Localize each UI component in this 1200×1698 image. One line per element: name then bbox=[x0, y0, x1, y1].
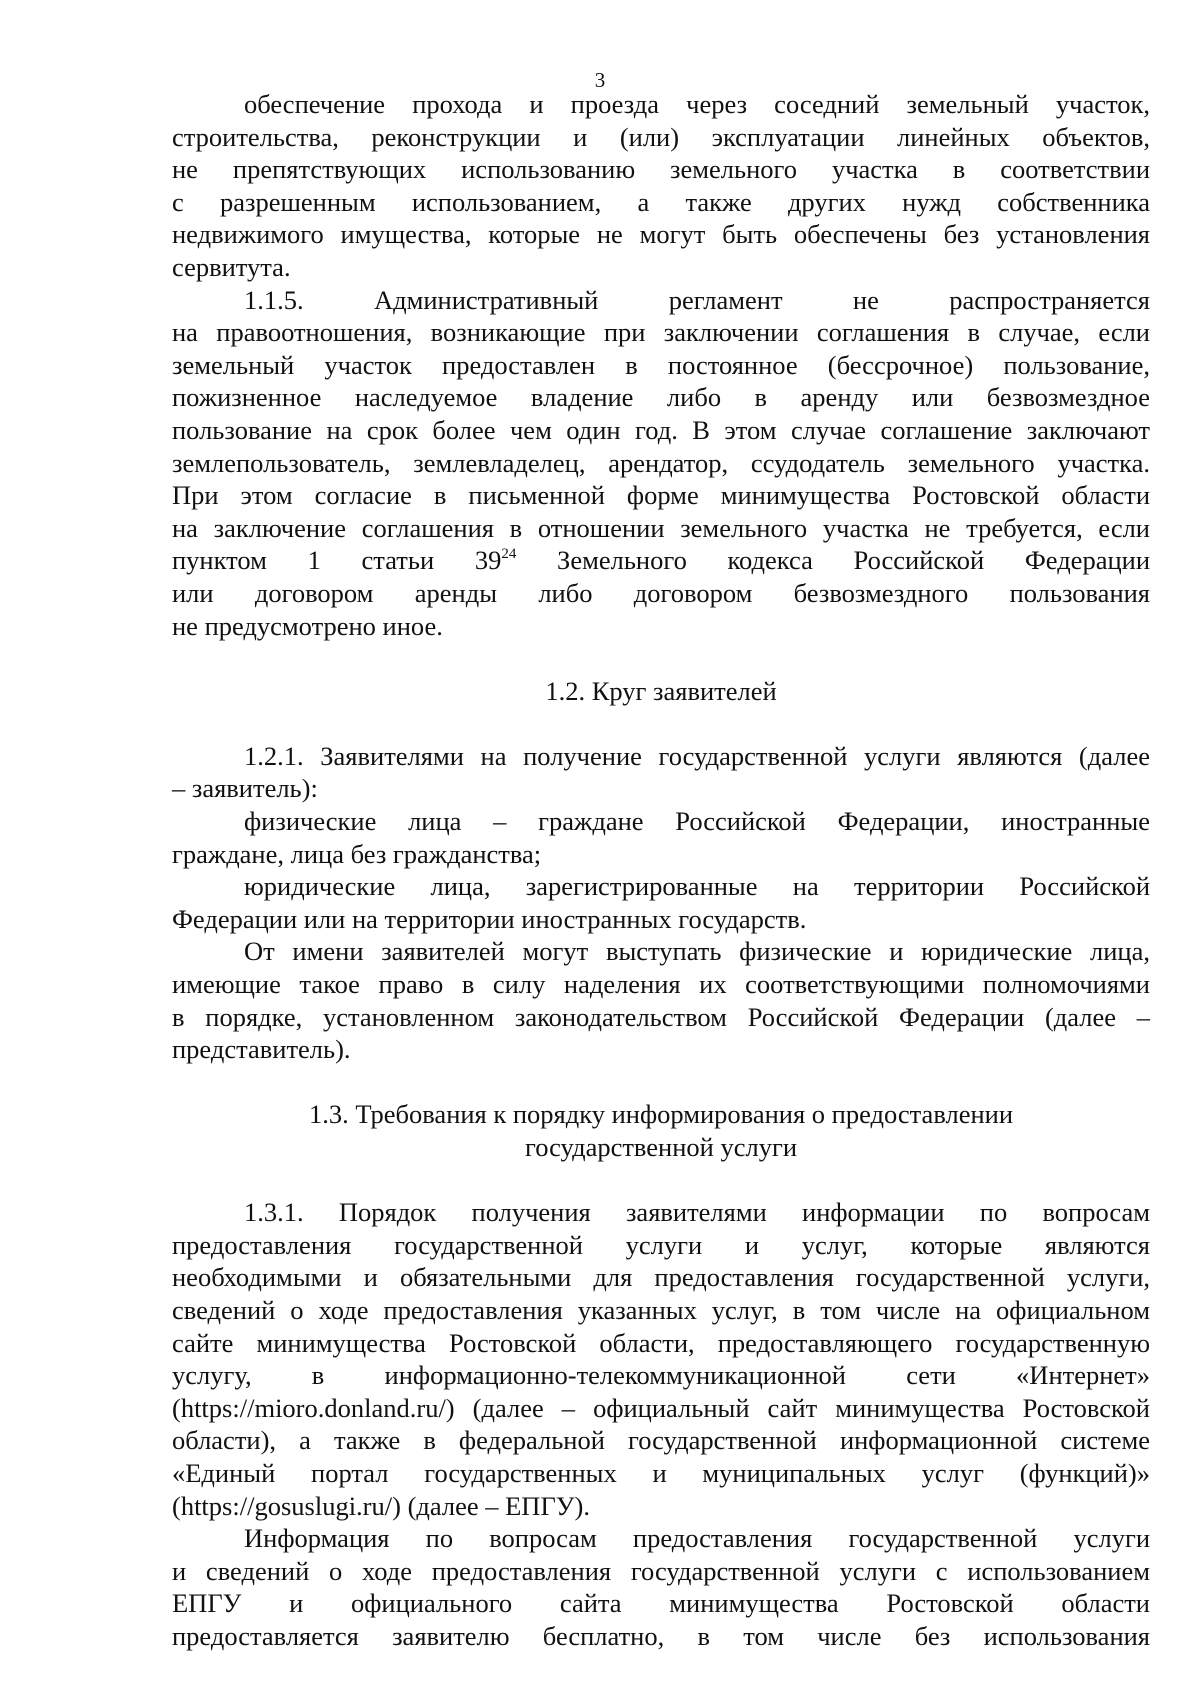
text-line: сайте минимущества Ростовской области, предоставляющего государственную bbox=[172, 1327, 1150, 1358]
blank-line bbox=[172, 707, 1150, 740]
text-line: физические лица – граждане Российской Федерации, иностранные bbox=[244, 806, 1150, 837]
text-line: в порядке, установленном законодательством Российской Федерации (далее – bbox=[172, 1001, 1150, 1032]
superscript: 24 bbox=[501, 546, 517, 563]
text-line: представитель). bbox=[172, 1034, 351, 1065]
text-line: и сведений о ходе предоставления государственной услуги с использованием bbox=[172, 1555, 1150, 1586]
text-line: строительства, реконструкции и (или) эксплуатации линейных объектов, bbox=[172, 121, 1150, 152]
section-heading: 1.3. Требования к порядку информирования о предоставлении bbox=[308, 1099, 1014, 1130]
text-line: юридические лица, зарегистрированные на территории Российской bbox=[244, 871, 1150, 902]
text-line: услугу, в информационно-телекоммуникационной сети «Интернет» bbox=[172, 1360, 1150, 1391]
text-line: сервитута. bbox=[172, 251, 291, 282]
text-line: – заявитель): bbox=[172, 773, 318, 804]
text-line: не препятствующих использованию земельного участка в соответствии bbox=[172, 154, 1150, 185]
blank-line bbox=[172, 1066, 1150, 1099]
text-line: или договором аренды либо договором безвозмездного пользования bbox=[172, 577, 1150, 608]
document-body bbox=[172, 88, 1150, 1653]
text-line: 1.2.1. Заявителями на получение государственной услуги являются (далее bbox=[244, 740, 1150, 771]
text-line: Федерации или на территории иностранных государств. bbox=[172, 903, 807, 934]
text-line: 1.1.5. Административный регламент не распространяется bbox=[244, 284, 1150, 315]
text-line: с разрешенным использованием, а также других нужд собственника bbox=[172, 186, 1150, 217]
text-line: обеспечение прохода и проезда через соседний земельный участок, bbox=[244, 89, 1150, 119]
text-line: (https://gosuslugi.ru/) (далее – ЕПГУ). bbox=[172, 1490, 590, 1521]
text-line: 1.3.1. Порядок получения заявителями информации по вопросам bbox=[244, 1197, 1150, 1228]
text-line: ЕПГУ и официального сайта минимущества Ростовской области bbox=[172, 1588, 1150, 1619]
blank-line bbox=[172, 1164, 1150, 1197]
text-line: пользование на срок более чем один год. В этом случае соглашение заключают bbox=[172, 414, 1150, 445]
text-line: (https://mioro.donland.ru/) (далее – официальный сайт минимущества Ростовской bbox=[172, 1392, 1150, 1423]
text-line: пожизненное наследуемое владение либо в аренду или безвозмездное bbox=[172, 382, 1150, 413]
text-line: на заключение соглашения в отношении земельного участка не требуется, если bbox=[172, 512, 1150, 543]
text-line: земельный участок предоставлен в постоянное (бессрочное) пользование, bbox=[172, 349, 1150, 380]
text-line: необходимыми и обязательными для предоставления государственной услуги, bbox=[172, 1262, 1150, 1293]
page-number: 3 bbox=[594, 68, 606, 92]
text-fragment: Земельного кодекса Российской Федерации bbox=[516, 545, 1150, 576]
text-line: имеющие такое право в силу наделения их соответствующими полномочиями bbox=[172, 969, 1150, 1000]
text-line: области), а также в федеральной государственной информационной системе bbox=[172, 1425, 1150, 1456]
text-line: От имени заявителей могут выступать физические и юридические лица, bbox=[244, 936, 1150, 967]
text-line: сведений о ходе предоставления указанных услуг, в том числе на официальном bbox=[172, 1294, 1150, 1325]
text-line: Информация по вопросам предоставления государственной услуги bbox=[244, 1523, 1150, 1554]
text-line: граждане, лица без гражданства; bbox=[172, 838, 542, 869]
text-line-with-superscript bbox=[172, 544, 1150, 577]
text-line: предоставляется заявителю бесплатно, в том числе без использования bbox=[172, 1620, 1150, 1651]
text-line: не предусмотрено иное. bbox=[172, 610, 443, 641]
text-line: на правоотношения, возникающие при заключении соглашения в случае, если bbox=[172, 317, 1150, 348]
text-line: При этом согласие в письменной форме минимущества Ростовской области bbox=[172, 480, 1150, 511]
blank-line bbox=[172, 642, 1150, 675]
text-fragment: пунктом 1 статьи 39 bbox=[172, 545, 502, 576]
text-line: «Единый портал государственных и муниципальных услуг (функций)» bbox=[172, 1457, 1150, 1488]
text-line: предоставления государственной услуги и услуг, которые являются bbox=[172, 1229, 1150, 1260]
section-heading: 1.2. Круг заявителей bbox=[545, 675, 777, 706]
text-line: недвижимого имущества, которые не могут быть обеспечены без установления bbox=[172, 219, 1150, 250]
section-heading: государственной услуги bbox=[524, 1132, 798, 1162]
text-line: землепользователь, землевладелец, арендатор, ссудодатель земельного участка. bbox=[172, 447, 1150, 478]
